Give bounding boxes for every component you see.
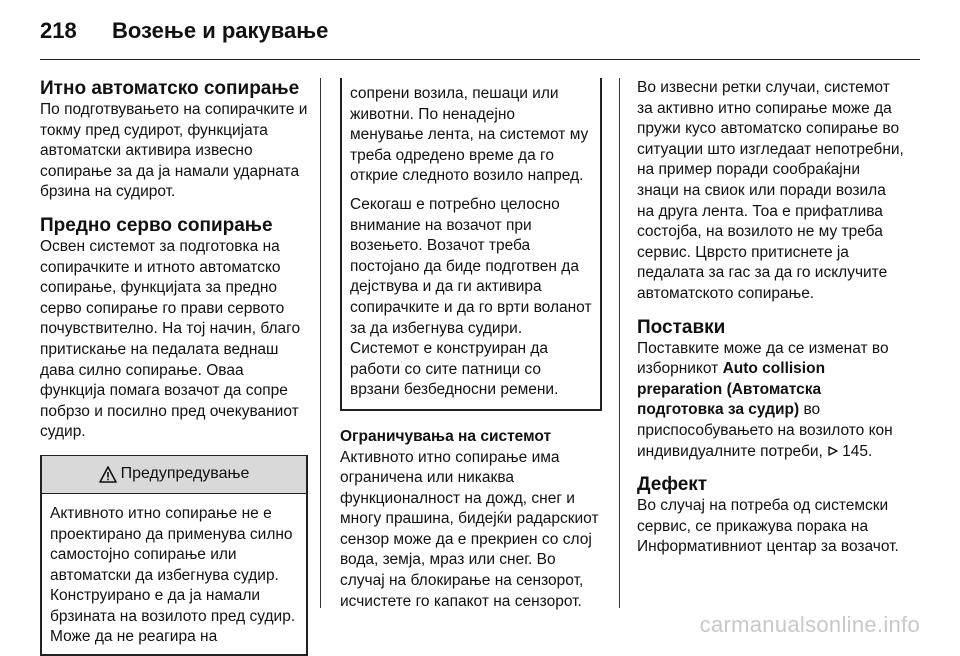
watermark: carmanualsonline.info — [699, 612, 920, 637]
warning-header — [42, 456, 306, 494]
warning-title: Предупредување — [120, 465, 250, 483]
page-header — [40, 18, 328, 44]
page-reference-link[interactable]: 145. — [842, 442, 873, 460]
column-1 — [40, 78, 308, 656]
warning-body: Активното итно сопирање не е проектирано да применува силно самостојно сопирање или автоматски да избегнува судир. Конструирано е да ја намали брзината на возилото пред судир. Може да не реагира на — [50, 504, 296, 646]
header-rule — [40, 59, 920, 60]
page-ref-arrow-icon[interactable] — [827, 445, 839, 457]
menu-item-auto-collision-preparation: Auto collision preparation (Автоматска подготовка за судир) — [637, 360, 826, 419]
warning-box-continued — [340, 78, 602, 411]
section-body-brake-assist: Освен системот за подготовка на сопирачките и итното автоматско сопирање, функцијата за предно серво сопирање го прави сервото почувствително. На тој начин, благо притискање на педалата веднаш дава силно сопирање. Оваа функција помага возачот да сопре побрзо и посилно пред очекуваниот судир. — [40, 237, 301, 441]
column-divider — [320, 78, 321, 608]
warning-body-continued: сопрени возила, пешаци или животни. По ненадејно менување лента, на системот му треба одредено време да го открие следното возило напред. — [350, 85, 589, 185]
section-body-settings: Поставките може да се изменат во изборникот Auto collision preparation (Автоматска подготовка за судир) во приспособувањето на возилото кон индивидуалните потреби, 145. — [637, 339, 893, 460]
column-3 — [637, 78, 905, 558]
section-title-emergency-braking: Итно автоматско сопирање — [40, 78, 300, 99]
warning-body-attention: Секогаш е потребно целосно внимание на возачот при возењето. Возачот треба постојано да биде подготвен да дејствува и да ги активира сопирачките и да го врти воланот за да избегнува судири. Системот е конструиран да работи со сите патници со врзани безбедносни ремени. — [350, 195, 592, 399]
section-title-fault: Дефект — [637, 474, 708, 496]
column-divider — [619, 78, 620, 608]
section-title-settings: Поставки — [637, 316, 726, 338]
section-body-emergency-braking: По подготвувањето на сопирачките и токму пред судирот, функцијата автоматски активира извесно сопирање за да ја намали ударната брзина на судирот. — [40, 101, 308, 201]
section-title-system-limits: Ограничувања на системот — [340, 427, 552, 445]
warning-triangle-icon — [99, 466, 117, 483]
section-body-fault: Во случај на потреба од системски сервис, се прикажува порака на Информативниот центар за возачот. — [637, 497, 899, 556]
page-number: 218 — [40, 18, 77, 43]
column-2 — [340, 78, 602, 612]
warning-box — [40, 455, 308, 656]
page-title: Возење и ракување — [112, 18, 329, 43]
section-title-brake-assist: Предно серво сопирање — [40, 214, 273, 236]
section-body-system-limits: Активното итно сопирање има ограничена или никаква функционалност на дожд, снег и многу прашина, бидејќи радарскиот сензор може да е прекриен со слој вода, земја, мраз или снег. Во случај на блокирање на сензорот, исчистете го капакот на сензорот. — [340, 448, 599, 610]
section-body-rare-cases: Во извесни ретки случаи, системот за активно итно сопирање може да пружи кусо автоматско сопирање во ситуации што изгледаат непотребни, на пример поради сообраќајни знаци на свиок или поради возила на друга лента. Тоа е прифатлива состојба, на возилото не му треба сервис. Цврсто притиснете ја педалата за гас за да го исклучите автоматското сопирање. — [637, 79, 904, 302]
